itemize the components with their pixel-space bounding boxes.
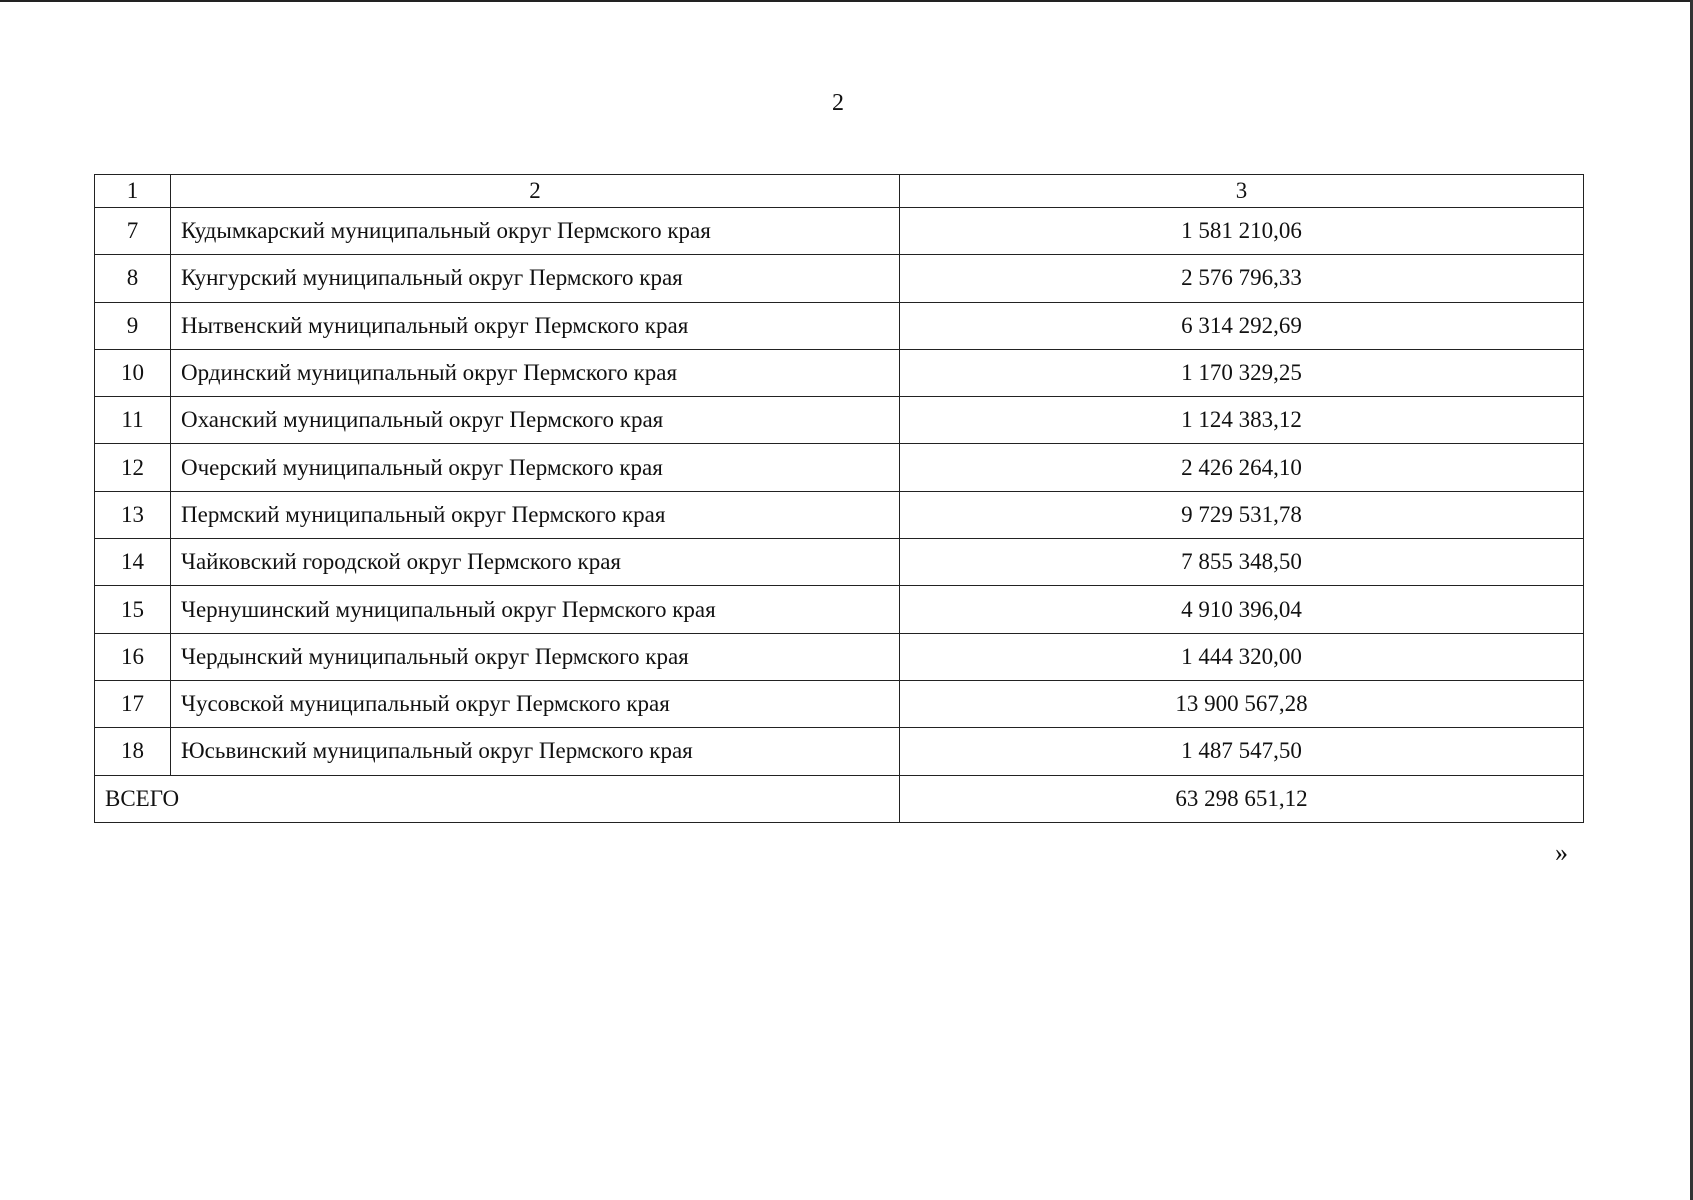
row-name-cell: Ординский муниципальный округ Пермского края	[171, 349, 900, 396]
allocation-table	[94, 174, 1584, 823]
table-row	[95, 728, 1584, 775]
row-number-cell: 13	[95, 491, 171, 538]
table-row	[95, 302, 1584, 349]
row-number-cell: 15	[95, 586, 171, 633]
row-name-cell: Чердынский муниципальный округ Пермского края	[171, 633, 900, 680]
row-name-cell: Кунгурский муниципальный округ Пермского края	[171, 255, 900, 302]
row-number-cell: 7	[95, 208, 171, 255]
row-name-cell: Юсьвинский муниципальный округ Пермского края	[171, 728, 900, 775]
closing-quote: »	[1555, 838, 1568, 867]
row-name-cell: Пермский муниципальный округ Пермского края	[171, 491, 900, 538]
row-number-cell: 9	[95, 302, 171, 349]
row-name-cell: Кудымкарский муниципальный округ Пермского края	[171, 208, 900, 255]
table-row	[95, 444, 1584, 491]
row-number-cell: 8	[95, 255, 171, 302]
row-value-cell: 6 314 292,69	[900, 302, 1584, 349]
row-name-cell: Оханский муниципальный округ Пермского края	[171, 397, 900, 444]
table-row	[95, 255, 1584, 302]
row-value-cell: 9 729 531,78	[900, 491, 1584, 538]
table-row	[95, 539, 1584, 586]
total-label: ВСЕГО	[95, 775, 900, 822]
total-row	[95, 775, 1584, 822]
row-value-cell: 1 444 320,00	[900, 633, 1584, 680]
header-cell-col3: 3	[900, 175, 1584, 208]
table-row	[95, 208, 1584, 255]
table-row	[95, 633, 1584, 680]
row-value-cell: 13 900 567,28	[900, 680, 1584, 727]
header-cell-col2: 2	[171, 175, 900, 208]
row-value-cell: 1 487 547,50	[900, 728, 1584, 775]
row-number-cell: 11	[95, 397, 171, 444]
table-row	[95, 680, 1584, 727]
row-number-cell: 12	[95, 444, 171, 491]
row-name-cell: Нытвенский муниципальный округ Пермского края	[171, 302, 900, 349]
row-name-cell: Чусовской муниципальный округ Пермского края	[171, 680, 900, 727]
table-row	[95, 586, 1584, 633]
row-value-cell: 1 581 210,06	[900, 208, 1584, 255]
table-header-row	[95, 175, 1584, 208]
row-number-cell: 16	[95, 633, 171, 680]
row-name-cell: Очерский муниципальный округ Пермского края	[171, 444, 900, 491]
scan-edge-top	[0, 0, 1693, 2]
page-number: 2	[832, 90, 844, 116]
row-value-cell: 2 426 264,10	[900, 444, 1584, 491]
table-row	[95, 349, 1584, 396]
row-value-cell: 1 124 383,12	[900, 397, 1584, 444]
total-value: 63 298 651,12	[900, 775, 1584, 822]
row-value-cell: 4 910 396,04	[900, 586, 1584, 633]
row-number-cell: 18	[95, 728, 171, 775]
row-name-cell: Чернушинский муниципальный округ Пермского края	[171, 586, 900, 633]
table-row	[95, 397, 1584, 444]
row-value-cell: 7 855 348,50	[900, 539, 1584, 586]
row-value-cell: 1 170 329,25	[900, 349, 1584, 396]
row-value-cell: 2 576 796,33	[900, 255, 1584, 302]
row-name-cell: Чайковский городской округ Пермского края	[171, 539, 900, 586]
header-cell-col1: 1	[95, 175, 171, 208]
row-number-cell: 14	[95, 539, 171, 586]
row-number-cell: 17	[95, 680, 171, 727]
row-number-cell: 10	[95, 349, 171, 396]
table-row	[95, 491, 1584, 538]
